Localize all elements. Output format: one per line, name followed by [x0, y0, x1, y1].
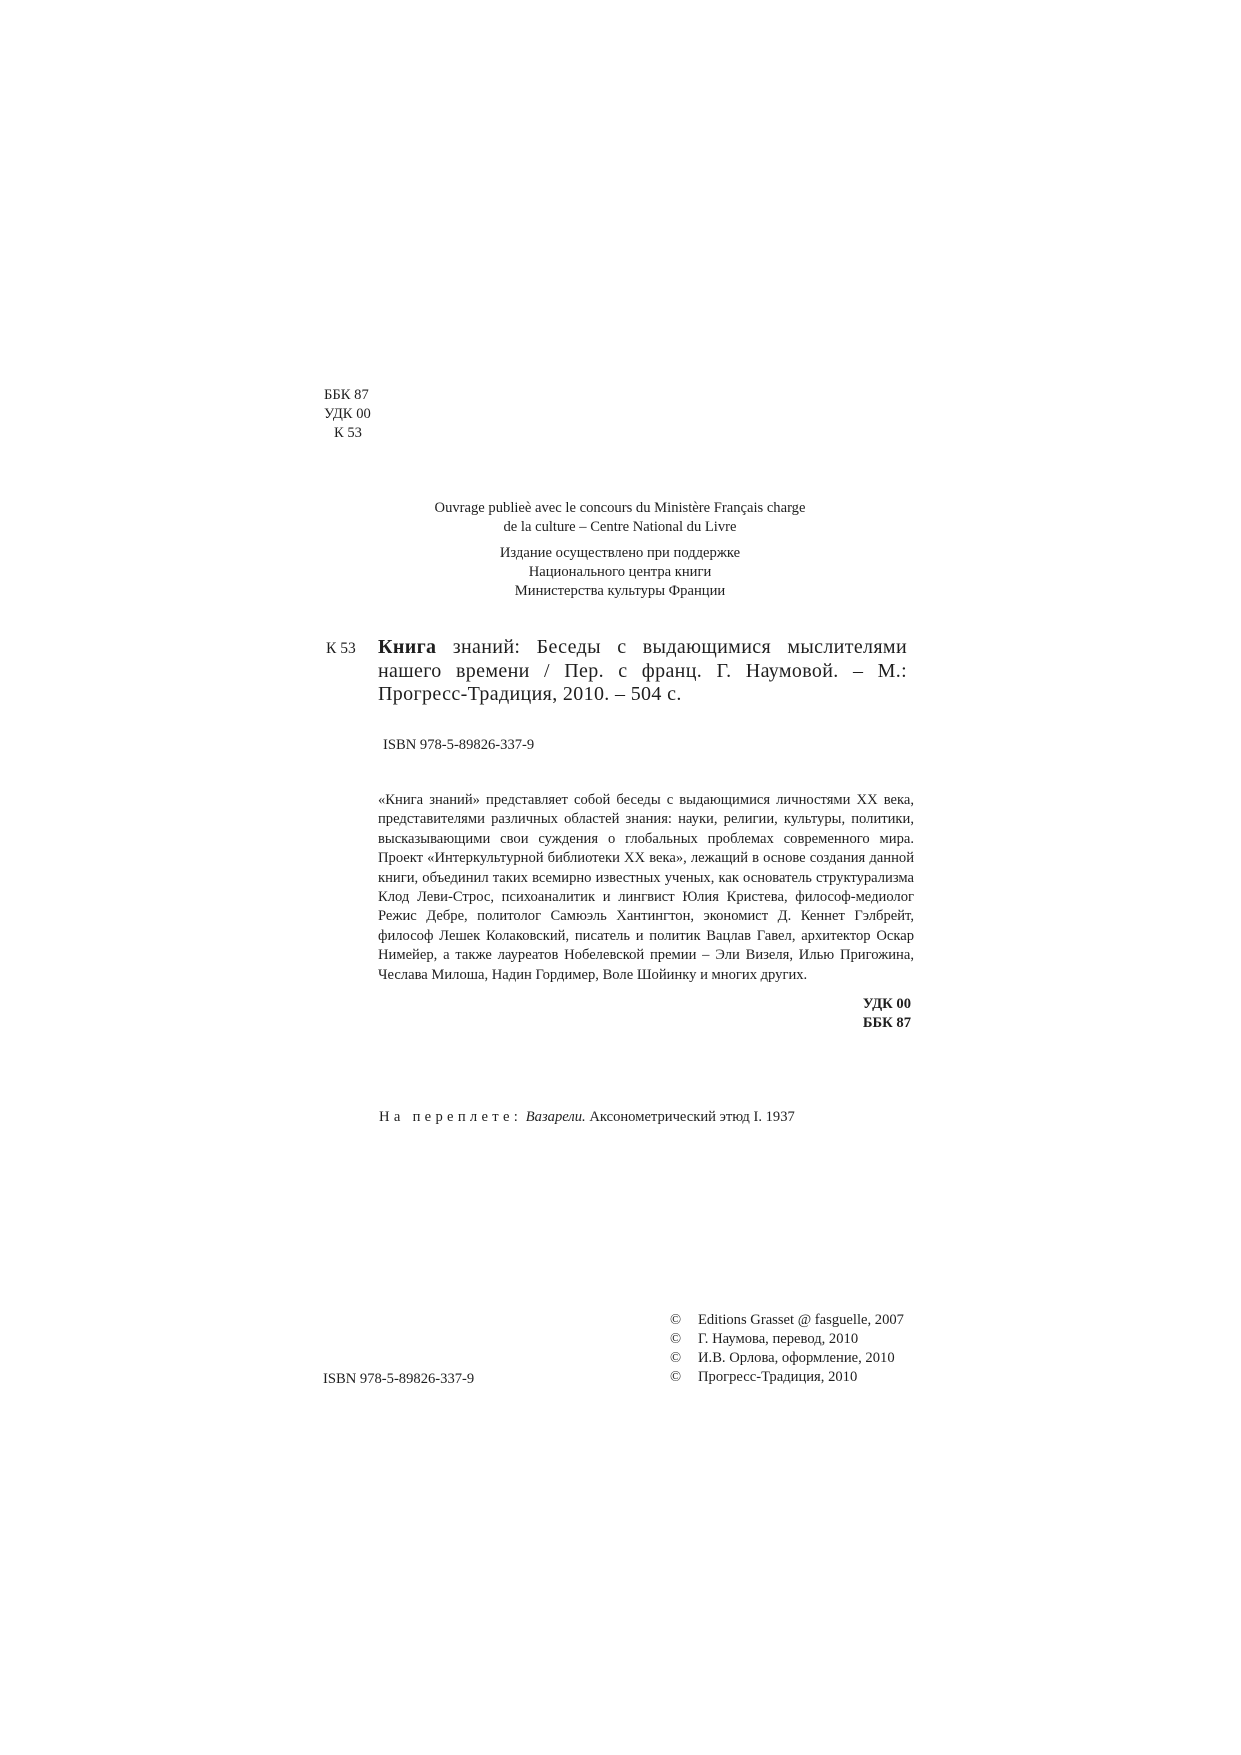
bibliographic-entry — [378, 636, 907, 707]
copyright-symbol: © — [670, 1312, 682, 1328]
support-ru-line: Национального центра книги — [528, 564, 712, 580]
isbn-main: ISBN 978-5-89826-337-9 — [383, 737, 535, 753]
isbn-footer: ISBN 978-5-89826-337-9 — [323, 1371, 475, 1387]
copyright-list — [670, 1311, 904, 1387]
copyright-row — [670, 1349, 904, 1368]
support-ru-line: Министерства культуры Франции — [514, 583, 726, 599]
cover-artist: Вазарели. — [525, 1109, 586, 1125]
copyright-row — [670, 1368, 904, 1387]
copyright-text: Г. Наумова, перевод, 2010 — [698, 1331, 859, 1347]
copyright-symbol: © — [670, 1369, 682, 1385]
support-fr-line: Ouvrage publieè avec le concours du Ministère Français charge — [434, 500, 806, 516]
entry-code: К 53 — [326, 640, 356, 657]
support-ru-line: Издание осуществлено при поддержке — [499, 545, 741, 561]
entry-title-bold: Книга — [378, 636, 437, 658]
annotation-paragraph: «Книга знаний» представляет собой беседы с выдающимися личностями XX века, представителями различных областей знания: науки, религии, культуры, политики, высказывающими свои суждения о глобальных проблемах современного мира. Проект «Интеркультурной библиотеки XX века», лежащий в основе создания данной книги, объединил таких всемирно известных ученых, как основатель структурализма Клод Леви-Строс, психоаналитик и лингвист Юлия Кристева, философ-медиолог Режис Дебре, политолог Самюэль Хантингтон, экономист Д. Кеннет Гэлбрейт, философ Лешек Колаковский, писатель и политик Вацлав Гавел, архитектор Оскар Нимейер, а также лауреатов Нобелевской премии – Эли Визеля, Илью Пригожина, Чеслава Милоша, Надин Гордимер, Воле Шойинку и многих других. — [378, 792, 914, 983]
copyright-symbol: © — [670, 1350, 682, 1366]
copyright-text: Editions Grasset @ fasguelle, 2007 — [698, 1312, 904, 1328]
copyright-row — [670, 1311, 904, 1330]
bbk-code: ББК 87 — [324, 387, 369, 403]
cover-work: Аксонометрический этюд I. 1937 — [585, 1109, 795, 1125]
copyright-row — [670, 1330, 904, 1349]
support-fr-line: de la culture – Centre National du Livre — [503, 519, 737, 535]
classification-block — [324, 386, 371, 443]
copyright-text: Прогресс-Традиция, 2010 — [698, 1369, 858, 1385]
bbk-code-bold: ББК 87 — [862, 1015, 911, 1031]
support-notice-ru — [400, 544, 840, 601]
author-mark: К 53 — [334, 425, 362, 441]
cover-note — [379, 1108, 795, 1127]
udk-code-bold: УДК 00 — [862, 996, 911, 1012]
support-notice-fr — [400, 499, 840, 537]
udk-code: УДК 00 — [324, 406, 371, 422]
entry-text: знаний: Беседы с выдающимися мыслителями нашего времени / Пер. с франц. Г. Наумовой. – М.: Прогресс-Традиция, 2010. – 504 с. — [378, 636, 907, 705]
copyright-symbol: © — [670, 1331, 682, 1347]
codes-right — [863, 995, 911, 1033]
copyright-text: И.В. Орлова, оформление, 2010 — [698, 1350, 895, 1366]
cover-label: На переплете: — [379, 1109, 523, 1125]
